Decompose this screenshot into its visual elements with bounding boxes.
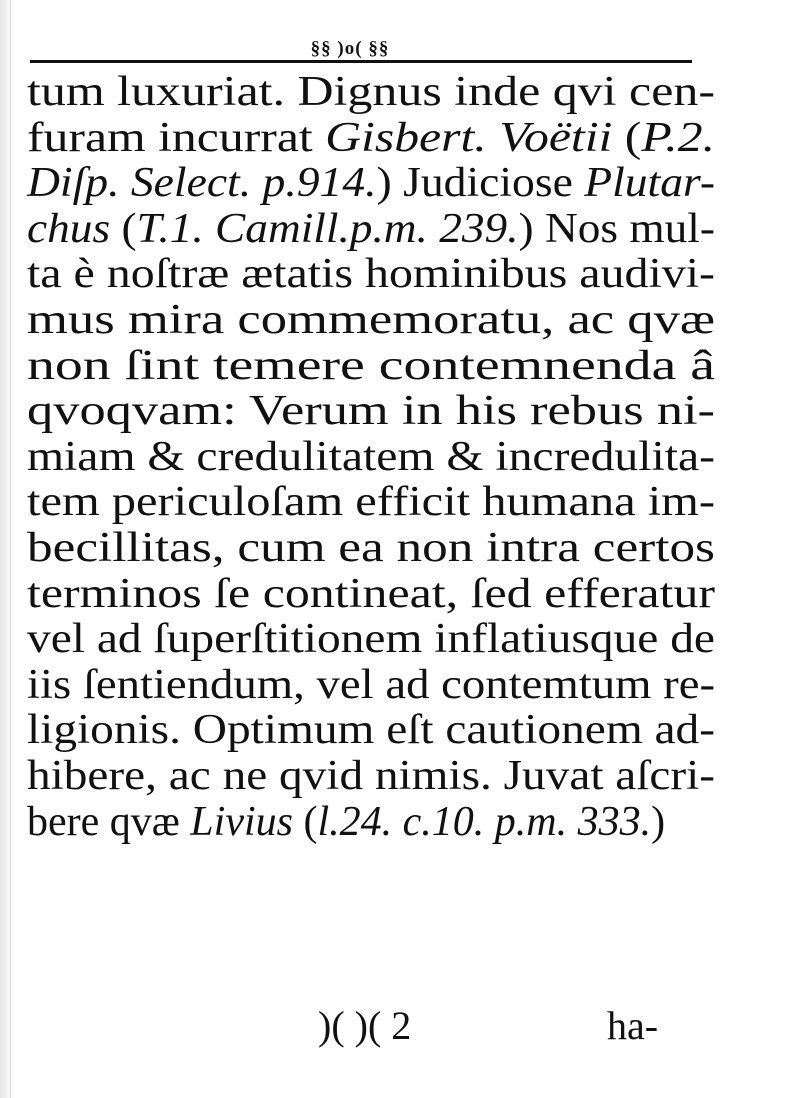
text-line (27, 663, 717, 709)
text-line (27, 754, 717, 800)
header-ornament: §§ )o( §§ (290, 38, 410, 60)
text-line (27, 708, 717, 754)
italic-run: P.2. (641, 114, 716, 161)
text-run: ta è noſtræ ætatis hominibus audivi- (27, 251, 715, 298)
page-edge-shadow (0, 0, 14, 1098)
text-line (27, 617, 717, 663)
text-run: miam & credulitatem & incredulita- (27, 433, 715, 480)
text-run: ) Judiciose (376, 160, 585, 207)
text-run: ( (612, 114, 642, 161)
text-line (27, 389, 717, 435)
page-footer (0, 1003, 800, 1049)
text-run: terminos ſe contineat, ſed efferatur (27, 570, 715, 617)
text-line (27, 800, 717, 846)
text-run: bere qvæ (27, 798, 191, 845)
text-line (27, 116, 717, 162)
italic-run: Livius (190, 798, 293, 845)
text-run: furam incurrat (27, 114, 326, 161)
text-run: ( (292, 798, 318, 845)
italic-run: l.24. c.10. p.m. 333. (317, 798, 652, 845)
italic-run: Gisbert. Voëtii (325, 114, 613, 161)
text-run: qvoqvam: Verum in his rebus ni- (27, 388, 715, 435)
text-line (27, 572, 717, 618)
text-line (27, 70, 717, 116)
text-line (27, 298, 717, 344)
italic-run: Plutar- (584, 160, 716, 207)
text-run: ) (651, 798, 666, 845)
text-run: tem periculoſam efficit humana im- (27, 479, 716, 526)
text-run: vel ad ſuperſtitionem inflatiusque de (27, 616, 715, 663)
italic-run: Diſp. Select. p.914. (27, 160, 377, 207)
text-run: non ſint temere contemnenda â (27, 342, 716, 389)
text-run: iis ſentiendum, vel ad contemtum re- (27, 661, 716, 708)
margin-line (10, 0, 11, 1098)
italic-run: T.1. Camill.p.m. 239. (136, 205, 519, 252)
text-line (27, 161, 717, 207)
header-rule (30, 60, 692, 63)
text-line (27, 526, 717, 572)
italic-run: chus (27, 205, 111, 252)
text-run: becillitas, cum ea non intra certos (27, 524, 715, 571)
text-line (27, 480, 717, 526)
text-line (27, 207, 717, 253)
signature-mark: )( )( 2 (318, 1003, 412, 1048)
text-run: ligionis. Optimum eſt cautionem ad- (27, 707, 715, 754)
text-run: ) Nos mul- (518, 205, 715, 252)
catchword: ha- (607, 1003, 659, 1048)
text-line (27, 252, 717, 298)
text-line (27, 344, 717, 390)
text-run: mus mira commemoratu, ac qvæ (27, 296, 715, 343)
body-text (27, 70, 717, 845)
text-run: tum luxuriat. Dignus inde qvi cen- (27, 69, 715, 115)
text-run: hibere, ac ne qvid nimis. Juvat aſcri- (27, 752, 716, 799)
text-run: ( (110, 205, 137, 252)
text-line (27, 435, 717, 481)
